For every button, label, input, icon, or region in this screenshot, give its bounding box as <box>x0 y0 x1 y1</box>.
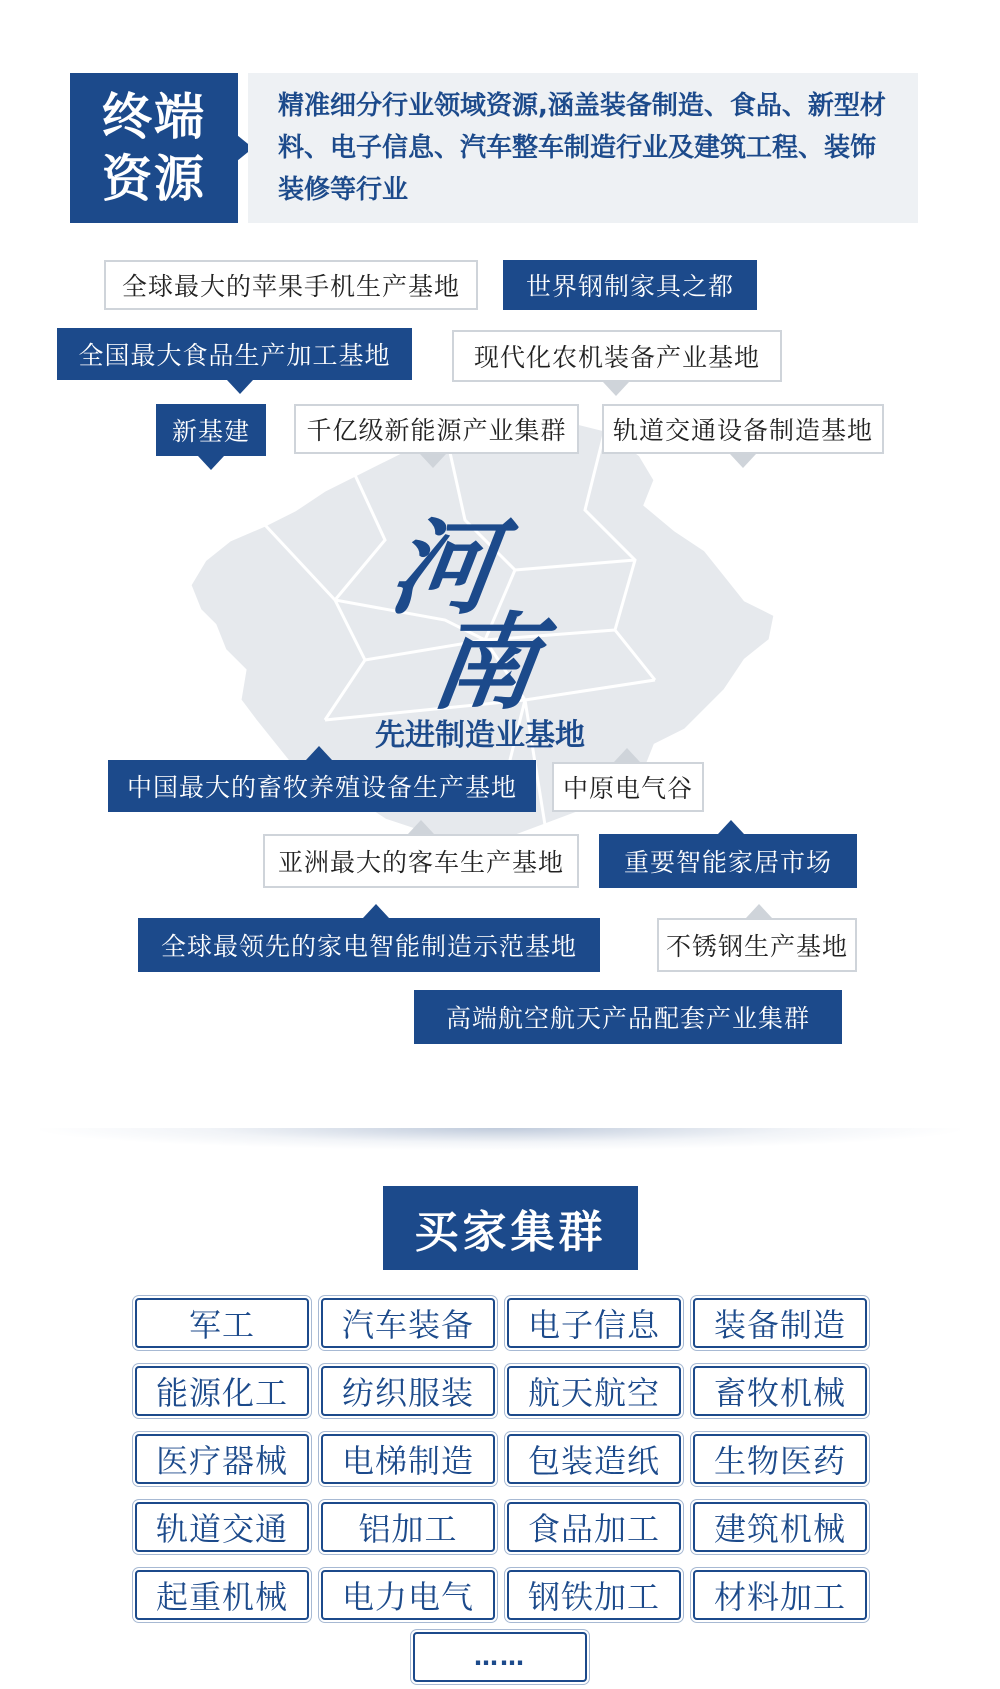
buyer-item: 畜牧机械 <box>693 1366 867 1416</box>
buyer-item: 食品加工 <box>507 1502 681 1552</box>
buyer-item: 建筑机械 <box>693 1502 867 1552</box>
tag-pointer <box>363 904 389 918</box>
tag-pointer <box>198 456 224 470</box>
buyer-item: 医疗器械 <box>135 1434 309 1484</box>
tag-pointer <box>730 454 756 468</box>
section-divider <box>40 1128 960 1150</box>
buyer-item: 电梯制造 <box>321 1434 495 1484</box>
buyer-item: 起重机械 <box>135 1570 309 1620</box>
more-buyers-ellipsis: …… <box>413 1632 587 1682</box>
buyer-item: 电力电气 <box>321 1570 495 1620</box>
buyer-item: 汽车装备 <box>321 1298 495 1348</box>
buyer-item: 生物医药 <box>693 1434 867 1484</box>
terminal-resources-title <box>70 73 238 223</box>
buyer-item: 轨道交通 <box>135 1502 309 1552</box>
tag-pointer <box>306 746 332 760</box>
tag-pointer <box>746 904 772 918</box>
terminal-resources-description: 精准细分行业领域资源,涵盖装备制造、食品、新型材料、电子信息、汽车整车制造行业及建筑工程、装饰装修等行业 <box>248 73 918 223</box>
buyer-item: 军工 <box>135 1298 309 1348</box>
buyer-item: 电子信息 <box>507 1298 681 1348</box>
tag-bus-production-base: 亚洲最大的客车生产基地 <box>263 834 579 888</box>
tag-pointer <box>603 382 629 396</box>
title-line-2: 资源 <box>102 150 206 208</box>
tag-pointer <box>227 380 253 394</box>
buyer-item: 材料加工 <box>693 1570 867 1620</box>
tag-rail-transit-base: 轨道交通设备制造基地 <box>602 404 884 454</box>
tag-new-energy-cluster: 千亿级新能源产业集群 <box>294 404 579 454</box>
title-line-1: 终端 <box>102 88 206 146</box>
tag-smart-appliance-demo-base: 全球最领先的家电智能制造示范基地 <box>138 918 600 972</box>
tag-agri-machinery-base: 现代化农机装备产业基地 <box>452 330 782 382</box>
tag-apple-phone-base: 全球最大的苹果手机生产基地 <box>104 260 478 310</box>
buyer-clusters-title: 买家集群 <box>383 1186 638 1270</box>
buyer-item: 纺织服装 <box>321 1366 495 1416</box>
advanced-manufacturing-subtitle: 先进制造业基地 <box>375 718 585 753</box>
tag-smart-home-market: 重要智能家居市场 <box>599 834 857 888</box>
buyer-clusters-grid <box>135 1298 867 1620</box>
buyer-item: 包装造纸 <box>507 1434 681 1484</box>
buyer-item: 铝加工 <box>321 1502 495 1552</box>
tag-new-infrastructure: 新基建 <box>156 404 266 456</box>
buyer-item: 能源化工 <box>135 1366 309 1416</box>
buyer-item: 航天航空 <box>507 1366 681 1416</box>
tag-steel-furniture-capital: 世界钢制家具之都 <box>503 260 757 310</box>
tag-food-processing-base: 全国最大食品生产加工基地 <box>57 328 412 380</box>
henan-calligraphy: 河 南 <box>383 506 546 724</box>
tag-pointer <box>718 820 744 834</box>
buyer-item: 装备制造 <box>693 1298 867 1348</box>
buyer-item: 钢铁加工 <box>507 1570 681 1620</box>
tag-pointer <box>420 454 446 468</box>
tag-aerospace-cluster: 高端航空航天产品配套产业集群 <box>414 990 842 1044</box>
tag-central-plains-electric-valley: 中原电气谷 <box>552 762 704 812</box>
tag-pointer <box>408 820 434 834</box>
tag-pointer <box>614 748 640 762</box>
tag-livestock-equipment-base: 中国最大的畜牧养殖设备生产基地 <box>108 760 536 812</box>
tag-stainless-steel-base: 不锈钢生产基地 <box>657 918 857 972</box>
